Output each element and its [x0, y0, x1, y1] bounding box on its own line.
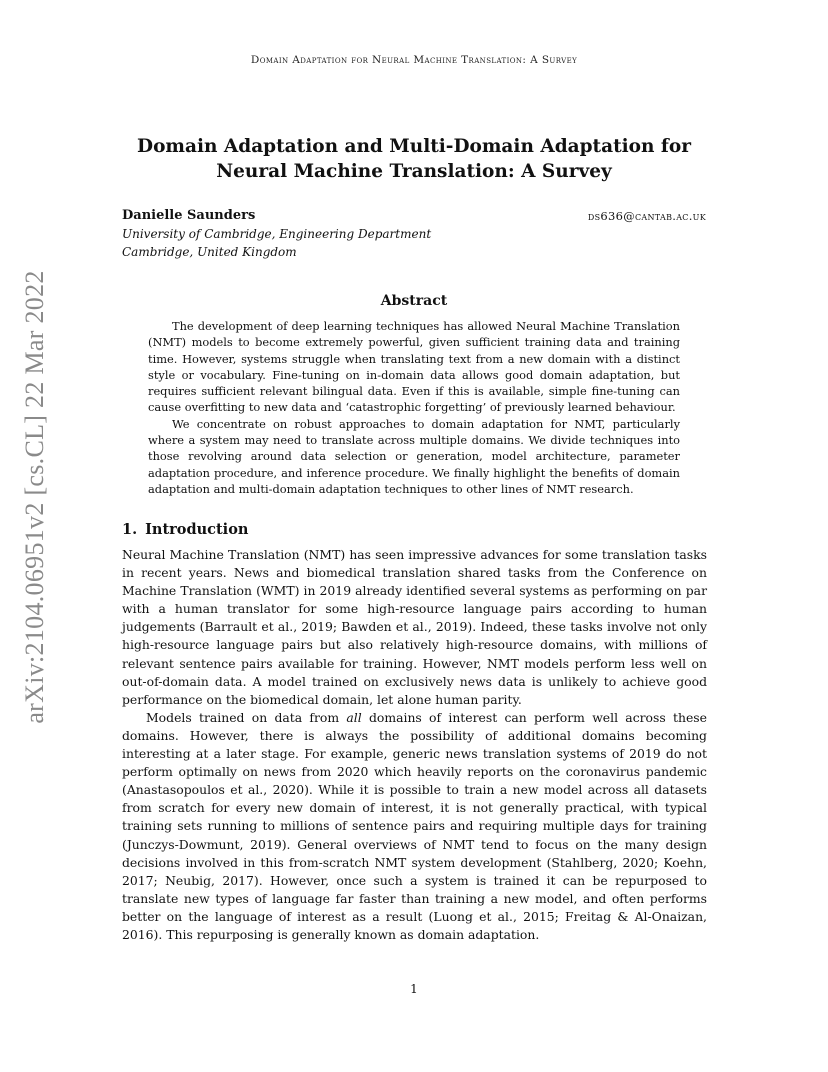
body-paragraph-2-start: Models trained on data from — [146, 709, 347, 725]
author-email: ds636@cantab.ac.uk — [587, 209, 706, 223]
abstract-heading: Abstract — [380, 293, 448, 309]
section-title: Introduction — [145, 521, 249, 538]
body-paragraph-2-rest: domains of interest can perform well across these domains. However, there is always the possibility of additional domains becoming interesting at a later stage. For example, generic news translation systems of 2019 do not perform optimally on news from 2020 which heavily reports on the coronavirus pandemic (Anastasopoulos et al., 2020). While it is possible to train a new model across all datasets from scratch for every new domain of interest, it is not generally practical, with typical training sets running to millions of sentence pairs and requiring multiple days for training (Junczys-Dowmunt, 2019). General overviews of NMT tend to focus on the many design decisions involved in this from-scratch NMT system development (Stahlberg, 2020; Koehn, 2017; Neubig, 2017). However, once such a system is trained it can be repurposed to translate new types of language far faster than training a new model, and often performs better on the language of interest as a result (Luong et al., 2015; Freitag & Al-Onaizan, 2016). This repurposing is generally known as domain adaptation. — [122, 709, 707, 942]
section-heading-introduction — [122, 521, 248, 538]
paper-title-line-1: Domain Adaptation and Multi-Domain Adaptation for — [137, 136, 691, 157]
abstract-paragraph-2: We concentrate on robust approaches to domain adaptation for NMT, particularly where a system may need to translate across multiple domains. We divide techniques into those revolving around data selection or generation, model architecture, parameter adaptation procedure, and inference procedure. We finally highlight the benefits of domain adaptation and multi-domain adaptation techniques to other lines of NMT research. — [148, 416, 680, 496]
page-number: 1 — [410, 982, 418, 996]
abstract — [148, 318, 680, 497]
paper-title-line-2: Neural Machine Translation: A Survey — [216, 161, 612, 182]
body-paragraph-2 — [122, 709, 707, 944]
body-paragraph-2-emphasis: all — [346, 709, 362, 725]
paper-title — [0, 134, 828, 184]
introduction-body — [122, 546, 707, 944]
arxiv-stamp — [14, 270, 56, 724]
author-affiliation-2: Cambridge, United Kingdom — [122, 245, 297, 259]
author-block — [122, 207, 706, 261]
abstract-paragraph-1: The development of deep learning techniques has allowed Neural Machine Translation (NMT) models to become extremely powerful, given sufficient training data and training time. However, systems struggle when translating text from a new domain with a distinct style or vocabulary. Fine-tuning on in-domain data allows good domain adaptation, but requires sufficient relevant bilingual data. Even if this is available, simple fine-tuning can cause overfitting to new data and ‘catastrophic forgetting’ of previously learned behaviour. — [148, 319, 680, 415]
body-paragraph-1: Neural Machine Translation (NMT) has seen impressive advances for some translation tasks in recent years. News and biomedical translation shared tasks from the Conference on Machine Translation (WMT) in 2019 already identified several systems as performing on par with a human translator for some high-resource language pairs according to human judgements (Barrault et al., 2019; Bawden et al., 2019). Indeed, these tasks involve not only high-resource language pairs but also relatively high-resource domains, with millions of relevant sentence pairs available for training. However, NMT models perform less well on out-of-domain data. A model trained on exclusively news data is unlikely to achieve good performance on the biomedical domain, let alone human parity. — [122, 547, 707, 707]
arxiv-stamp-text: arXiv:2104.06951v2 [cs.CL] 22 Mar 2022 — [20, 270, 49, 724]
section-number: 1. — [122, 521, 138, 538]
author-affiliation-1: University of Cambridge, Engineering Department — [122, 227, 432, 241]
author-name: Danielle Saunders — [122, 208, 256, 223]
running-head: Domain Adaptation for Neural Machine Translation: A Survey — [250, 54, 578, 66]
